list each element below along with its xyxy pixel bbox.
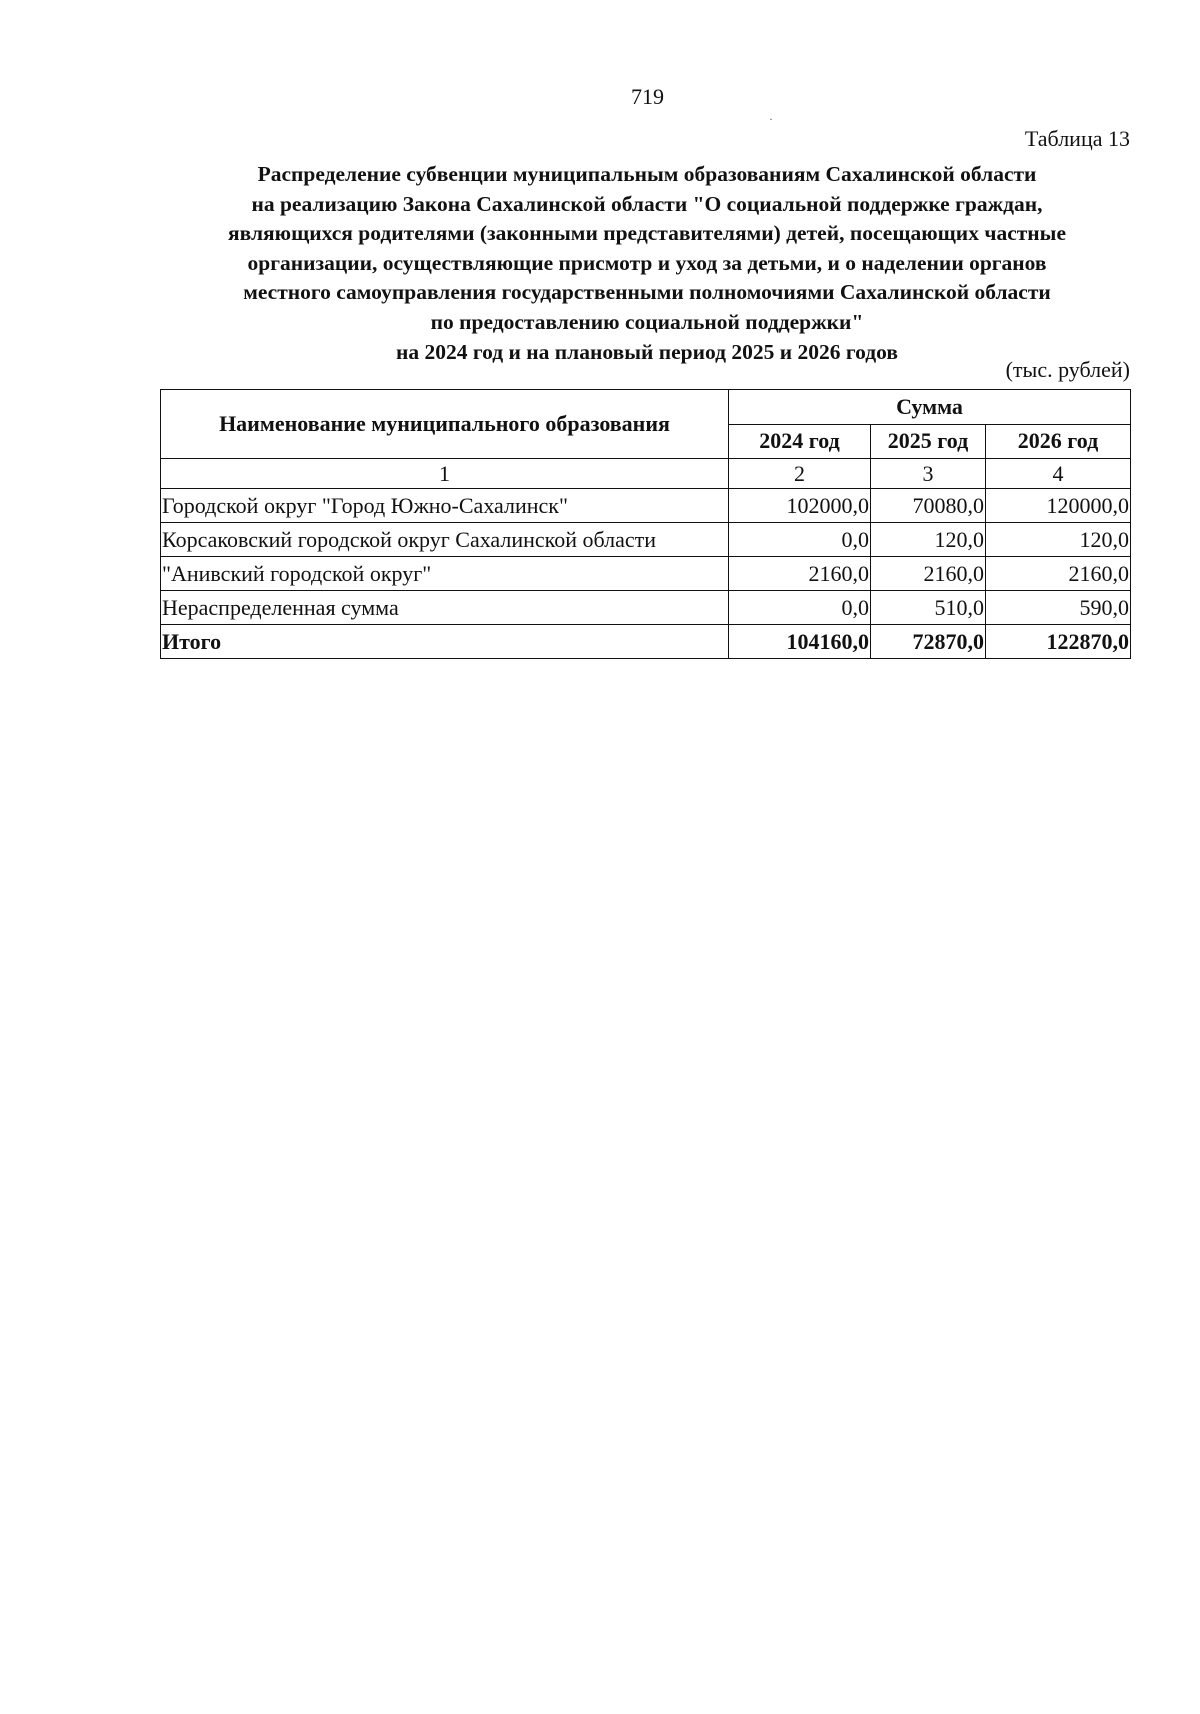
table-label: Таблица 13 bbox=[1024, 126, 1130, 151]
title-line: местного самоуправления государственными полномочиями Сахалинской области bbox=[243, 280, 1051, 305]
municipality-name: "Анивский городской округ" bbox=[161, 557, 729, 591]
municipality-name: Городской округ "Город Южно-Сахалинск" bbox=[161, 489, 729, 523]
title-line: на 2024 год и на плановый период 2025 и 2026 годов bbox=[396, 339, 898, 364]
page-number: 719 bbox=[631, 84, 664, 109]
table-row bbox=[161, 557, 1131, 591]
scan-speck: · bbox=[769, 112, 773, 126]
distribution-table bbox=[160, 389, 1131, 659]
table-row bbox=[161, 591, 1131, 625]
index-cell: 1 bbox=[161, 459, 729, 489]
value-2024: 0,0 bbox=[729, 591, 871, 625]
value-2026: 590,0 bbox=[986, 591, 1131, 625]
table-row bbox=[161, 489, 1131, 523]
value-2026: 120,0 bbox=[986, 523, 1131, 557]
header-row bbox=[161, 390, 1131, 425]
municipality-name: Нераспределенная сумма bbox=[161, 591, 729, 625]
total-2026: 122870,0 bbox=[986, 625, 1131, 659]
total-2025: 72870,0 bbox=[871, 625, 986, 659]
title-line: Распределение субвенции муниципальным образованиям Сахалинской области bbox=[257, 162, 1037, 186]
column-header-2025: 2025 год bbox=[871, 424, 986, 459]
value-2025: 510,0 bbox=[871, 591, 986, 625]
index-cell: 2 bbox=[729, 459, 871, 489]
total-2024: 104160,0 bbox=[729, 625, 871, 659]
column-header-name: Наименование муниципального образования bbox=[161, 390, 729, 459]
column-header-sum: Сумма bbox=[729, 390, 1131, 425]
value-2024: 0,0 bbox=[729, 523, 871, 557]
title-line: являющихся родителями (законными представителями) детей, посещающих частные bbox=[227, 221, 1067, 246]
value-2025: 2160,0 bbox=[871, 557, 986, 591]
total-label: Итого bbox=[161, 625, 729, 659]
index-cell: 3 bbox=[871, 459, 986, 489]
value-2025: 120,0 bbox=[871, 523, 986, 557]
units-label: (тыс. рублей) bbox=[1005, 357, 1130, 382]
value-2024: 2160,0 bbox=[729, 557, 871, 591]
document-title bbox=[150, 160, 1144, 367]
index-cell: 4 bbox=[986, 459, 1131, 489]
title-line: по предоставлению социальной поддержки" bbox=[430, 309, 864, 334]
value-2026: 120000,0 bbox=[986, 489, 1131, 523]
table-row bbox=[161, 523, 1131, 557]
value-2025: 70080,0 bbox=[871, 489, 986, 523]
value-2026: 2160,0 bbox=[986, 557, 1131, 591]
municipality-name: Корсаковский городской округ Сахалинской области bbox=[161, 523, 729, 557]
value-2024: 102000,0 bbox=[729, 489, 871, 523]
index-row bbox=[161, 459, 1131, 489]
column-header-2024: 2024 год bbox=[729, 424, 871, 459]
total-row bbox=[161, 625, 1131, 659]
title-line: на реализацию Закона Сахалинской области "О социальной поддержке граждан, bbox=[251, 191, 1043, 216]
title-line: организации, осуществляющие присмотр и уход за детьми, и о наделении органов bbox=[247, 250, 1047, 275]
column-header-2026: 2026 год bbox=[986, 424, 1131, 459]
